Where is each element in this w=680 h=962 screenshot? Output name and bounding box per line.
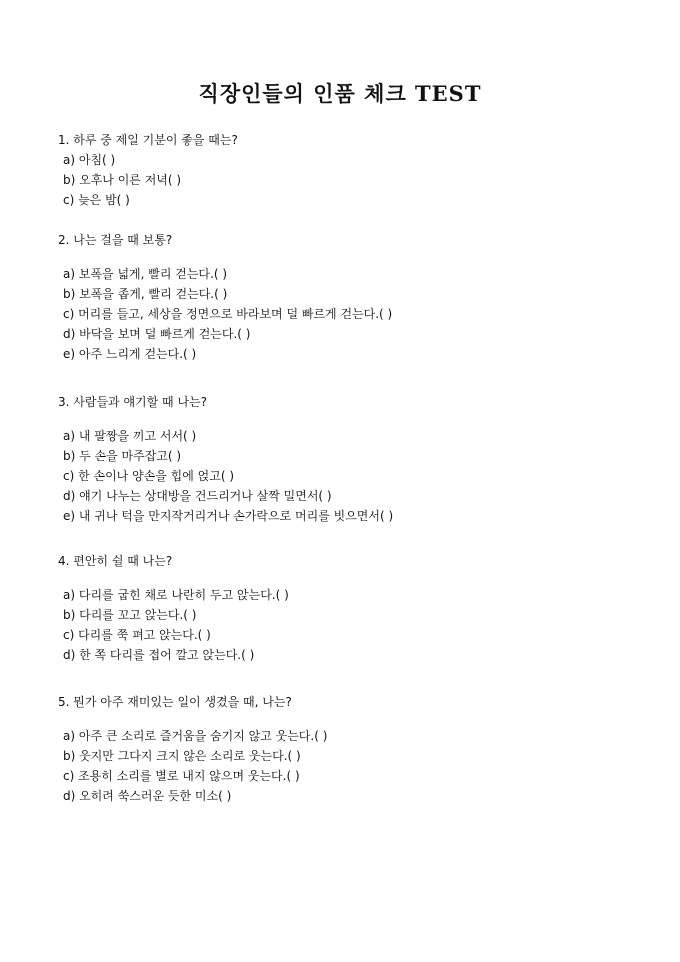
option-e: e) 아주 느리게 걷는다.( ) — [63, 347, 197, 361]
option-list — [58, 264, 658, 364]
spacer — [58, 712, 658, 726]
option-b: b) 보폭을 좁게, 빨리 걷는다.( ) — [63, 287, 228, 301]
option-e: e) 내 귀나 턱을 만지작거리거나 손가락으로 머리를 빗으면서( ) — [63, 509, 394, 523]
option-b: b) 다리를 꼬고 앉는다.( ) — [63, 608, 197, 622]
option-b: b) 두 손을 마주잡고( ) — [63, 449, 182, 463]
option-list — [58, 150, 658, 210]
option-c: c) 한 손이나 양손을 힙에 얹고( ) — [63, 469, 235, 483]
option-d: d) 오히려 쑥스러운 듯한 미소( ) — [63, 789, 232, 803]
option-list — [58, 585, 658, 665]
question-2 — [58, 230, 658, 364]
question-text: 5. 뭔가 아주 재미있는 일이 생겼을 때, 나는? — [58, 695, 292, 709]
option-c: c) 다리를 쭉 펴고 앉는다.( ) — [63, 628, 211, 642]
question-text: 1. 하루 중 제일 기분이 좋을 때는? — [58, 133, 238, 147]
spacer — [58, 571, 658, 585]
option-b: b) 오후나 이른 저녁( ) — [63, 173, 182, 187]
option-c: c) 조용히 소리를 별로 내지 않으며 웃는다.( ) — [63, 769, 300, 783]
option-c: c) 늦은 밤( ) — [63, 193, 130, 207]
document-title: 직장인들의 인품 체크 TEST — [198, 81, 482, 106]
option-a: a) 보폭을 넓게, 빨리 걷는다.( ) — [63, 267, 228, 281]
question-3 — [58, 392, 658, 526]
option-list — [58, 426, 658, 526]
option-a: a) 내 팔짱을 끼고 서서( ) — [63, 429, 197, 443]
question-text: 4. 편안히 쉴 때 나는? — [58, 554, 173, 568]
question-text: 3. 사람들과 얘기할 때 나는? — [58, 395, 207, 409]
option-a: a) 아주 큰 소리로 즐거움을 숨기지 않고 웃는다.( ) — [63, 729, 328, 743]
spacer — [58, 412, 658, 426]
question-1 — [58, 130, 658, 210]
option-c: c) 머리를 들고, 세상을 정면으로 바라보며 덜 빠르게 걷는다.( ) — [63, 307, 393, 321]
option-b: b) 웃지만 그다지 크지 않은 소리로 웃는다.( ) — [63, 749, 301, 763]
question-text: 2. 나는 걸을 때 보통? — [58, 233, 173, 247]
option-d: d) 얘기 나누는 상대방을 건드리거나 살짝 밀면서( ) — [63, 489, 332, 503]
option-d: d) 바닥을 보며 덜 빠르게 걷는다.( ) — [63, 327, 251, 341]
option-list — [58, 726, 658, 806]
question-4 — [58, 551, 658, 665]
option-a: a) 다리를 굽힌 채로 나란히 두고 앉는다.( ) — [63, 588, 289, 602]
option-a: a) 아침( ) — [63, 153, 116, 167]
question-5 — [58, 692, 658, 806]
option-d: d) 한 쪽 다리를 접어 깔고 앉는다.( ) — [63, 648, 255, 662]
spacer — [58, 250, 658, 264]
